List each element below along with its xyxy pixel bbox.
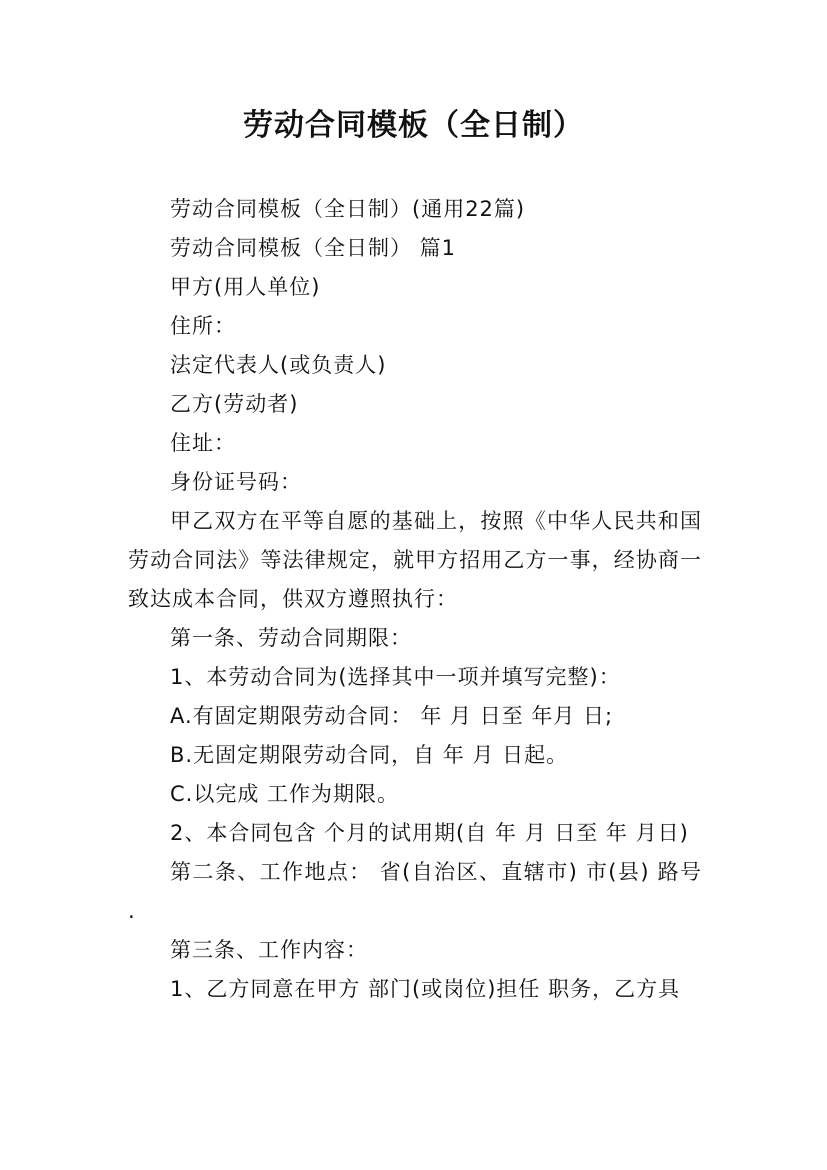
party-b-address: 住址： (170, 431, 236, 455)
document-title: 劳动合同模板（全日制） (243, 108, 584, 143)
article-1-option-a: A.有固定期限劳动合同： 年 月 日至 年月 日; (170, 704, 614, 728)
subtitle-paragraph: 劳动合同模板（全日制）(通用22篇) (170, 197, 526, 221)
article-1-heading: 第一条、劳动合同期限： (170, 626, 412, 650)
party-a-representative: 法定代表人(或负责人) (170, 353, 387, 377)
article-1-clause-2: 2、本合同包含 个月的试用期(自 年 月 日至 年 月日) (170, 821, 689, 845)
section-heading: 劳动合同模板（全日制） 篇1 (170, 236, 457, 260)
article-1-clause-1: 1、本劳动合同为(选择其中一项并填写完整)： (170, 665, 621, 689)
article-2-paragraph: 第二条、工作地点： 省(自治区、直辖市) 市(县) 路号 . (128, 860, 710, 923)
party-a-label: 甲方(用人单位) (170, 275, 321, 299)
article-3-clause-1: 1、乙方同意在甲方 部门(或岗位)担任 职务，乙方具 (170, 977, 681, 1001)
party-a-address: 住所： (170, 314, 236, 338)
document-body (128, 190, 710, 1009)
article-1-option-b: B.无固定期限劳动合同，自 年 月 日起。 (170, 743, 569, 767)
party-b-id-number: 身份证号码： (170, 470, 302, 494)
preamble-paragraph: 甲乙双方在平等自愿的基础上，按照《中华人民共和国劳动合同法》等法律规定，就甲方招用乙方一事，经协商一致达成本合同，供双方遵照执行： (128, 509, 702, 611)
party-b-label: 乙方(劳动者) (170, 392, 299, 416)
article-3-heading: 第三条、工作内容： (170, 938, 368, 962)
article-1-option-c: C.以完成 工作为期限。 (170, 782, 400, 806)
